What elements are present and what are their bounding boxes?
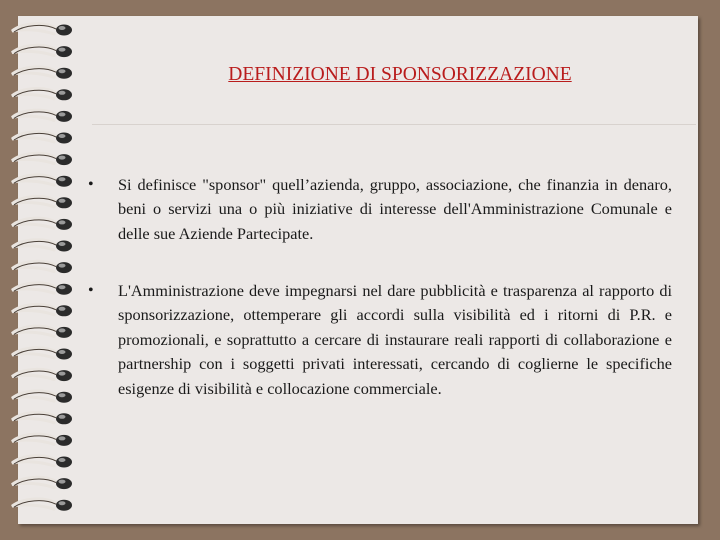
bullet-text: Si definisce "sponsor" quell’azienda, gruppo, associazione, che finanzia in denaro, beni o servizi una o più iniziative di interesse dell'Amministrazione Comunale e delle sue Aziende Partecipate. [118,175,672,243]
bullet-item [88,173,672,246]
slide-title-text: DEFINIZIONE DI SPONSORIZZAZIONE [228,64,572,85]
bullet-text: L'Amministrazione deve impegnarsi nel dare pubblicità e trasparenza al rapporto di sponsorizzazione, ottemperare gli accordi sulla visibilità ed i ritorni di P.R. e promozionali, e soprattutto a cercare di instaurare reali rapporti di collaborazione e partnership con i soggetti privati interessati, cercando di coglierne le specifiche esigenze di visibilità e collocazione commerciale. [118,281,672,398]
title-divider [92,124,696,125]
slide-title [100,63,700,86]
bullet-dot: • [88,282,94,299]
bullet-item [88,279,672,401]
bullet-dot: • [88,176,94,193]
bullet-list-2 [88,279,672,401]
bullet-list-1 [88,173,672,246]
slide-paper [18,16,698,524]
